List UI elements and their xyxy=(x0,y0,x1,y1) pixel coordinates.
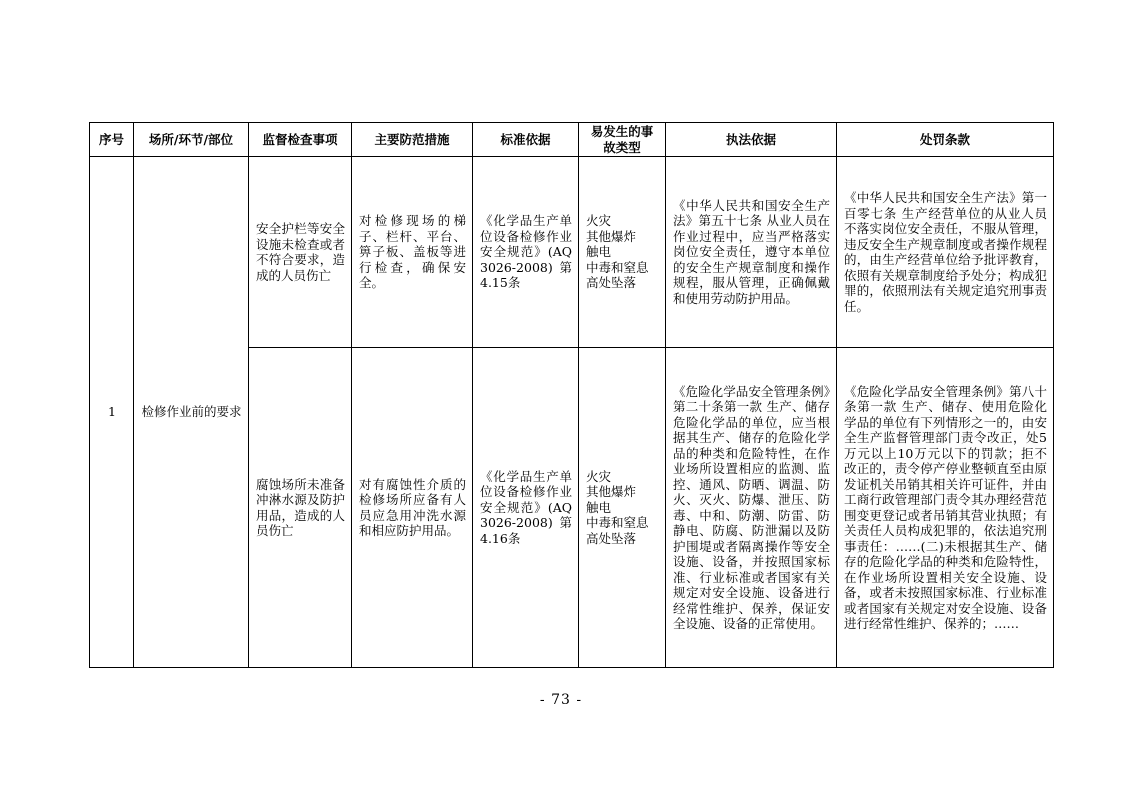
table-row xyxy=(90,157,1054,348)
accident-types-text: 火灾 其他爆炸 触电 中毒和窒息 高处坠落 xyxy=(586,468,649,546)
legal-basis-cell xyxy=(666,157,837,348)
serial-cell xyxy=(90,157,134,668)
standard-basis-cell xyxy=(473,348,579,668)
table-header-row xyxy=(90,123,1054,157)
header-location: 场所/环节/部位 xyxy=(134,123,249,157)
inspection-item-cell xyxy=(249,348,352,668)
penalty-clause-text: 《中华人民共和国安全生产法》第一百零七条 生产经营单位的从业人员不落实岗位安全责任，不服从管理，违反安全生产规章制度或者操作规程的，由生产经营单位给予批评教育，依照有关规章制度给予处分；构成犯罪的，依照刑法有关规定追究刑事责任。 xyxy=(844,190,1047,314)
standard-basis-cell xyxy=(473,157,579,348)
prevention-measure-cell xyxy=(352,348,473,668)
penalty-clause-cell xyxy=(837,157,1054,348)
accident-types-text: 火灾 其他爆炸 触电 中毒和窒息 高处坠落 xyxy=(586,213,649,291)
header-accident-types: 易发生的事故类型 xyxy=(579,123,666,157)
prevention-measure-cell xyxy=(352,157,473,348)
penalty-clause-text: 《危险化学品安全管理条例》第八十条第一款 生产、储存、使用危险化学品的单位有下列情形之一的，由安全生产监督管理部门责令改正，处5万元以上10万元以下的罚款；拒不改正的，责令停产停业整顿直至由原发证机关吊销其相关许可证件，并由工商行政管理部门责令其办理经营范围变更登记或者吊销其营业执照；有关责任人员构成犯罪的，依法追究刑事责任：……(二)未根据其生产、储存的危险化学品的种类和危险特性，在作业场所设置相关安全设施、设备，或者未按照国家标准、行业标准或者国家有关规定对安全设施、设备进行经常性维护、保养的；…… xyxy=(844,383,1047,631)
header-serial: 序号 xyxy=(90,123,134,157)
header-inspection-item: 监督检查事项 xyxy=(249,123,352,157)
legal-basis-cell xyxy=(666,348,837,668)
header-standard-basis: 标准依据 xyxy=(473,123,579,157)
accident-types-cell xyxy=(579,157,666,348)
legal-basis-text: 《危险化学品安全管理条例》第二十条第一款 生产、储存危险化学品的单位，应当根据其生产、储存的危险化学品的种类和危险特性，在作业场所设置相应的监测、监控、通风、防晒、调温、防火、灭火、防爆、泄压、防毒、中和、防潮、防雷、防静电、防腐、防泄漏以及防护围堤或者隔离操作等安全设施、设备，并按照国家标准、行业标准或者国家有关规定对安全设施、设备进行经常性维护、保养，保证安全设施、设备的正常使用。 xyxy=(673,383,830,631)
header-legal-basis: 执法依据 xyxy=(666,123,837,157)
standard-basis-text: 《化学品生产单位设备检修作业安全规范》(AQ 3026-2008)第4.16条 xyxy=(480,468,572,546)
inspection-item-text: 安全护栏等安全设施未检查或者不符合要求，造成的人员伤亡 xyxy=(256,221,345,283)
standard-basis-text: 《化学品生产单位设备检修作业安全规范》(AQ 3026-2008)第4.15条 xyxy=(480,213,572,291)
header-penalty-clause: 处罚条款 xyxy=(837,123,1054,157)
serial-number: 1 xyxy=(108,404,116,420)
inspection-item-cell xyxy=(249,157,352,348)
accident-types-cell xyxy=(579,348,666,668)
header-prevention-measure: 主要防范措施 xyxy=(352,123,473,157)
prevention-measure-text: 对检修现场的梯子、栏杆、平台、箅子板、盖板等进行检查，确保安全。 xyxy=(359,213,466,291)
location-cell xyxy=(134,157,249,668)
legal-basis-text: 《中华人民共和国安全生产法》第五十七条 从业人员在作业过程中，应当严格落实岗位安全责任，遵守本单位的安全生产规章制度和操作规程，服从管理，正确佩戴和使用劳动防护用品。 xyxy=(673,197,830,306)
prevention-measure-text: 对有腐蚀性介质的检修场所应备有人员应急用冲洗水源和相应防护用品。 xyxy=(359,476,466,538)
inspection-table xyxy=(89,122,1054,668)
penalty-clause-cell xyxy=(837,348,1054,668)
inspection-item-text: 腐蚀场所未准备冲淋水源及防护用品，造成的人员伤亡 xyxy=(256,476,345,538)
page-number: - 73 - xyxy=(539,692,583,708)
location-text: 检修作业前的要求 xyxy=(141,404,242,420)
